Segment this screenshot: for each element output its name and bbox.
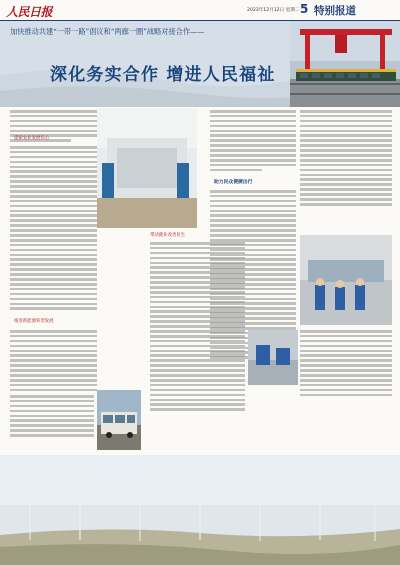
factory-workers-photo	[300, 235, 392, 325]
issue-date: 2023年12月12日 星期二	[247, 8, 300, 13]
column-4-text	[300, 110, 392, 208]
wind-turbines-photo	[0, 455, 400, 565]
crane-photo	[290, 21, 400, 107]
subhead-col3-a: 带动就业改善民生	[150, 233, 186, 238]
subhead-col1-a: 提振农业发展信心	[14, 136, 50, 141]
column-1-text-b	[10, 146, 97, 312]
subhead-col1-b: 推进新能源转型发展	[14, 319, 54, 324]
page-number: 5	[300, 2, 309, 16]
column-1-text-d	[10, 395, 94, 439]
kicker-line: 加快推动共建“一带一路”倡议和“两廊一圈”战略对接合作——	[10, 27, 205, 36]
subhead-col2-a: 助力民众便捷出行	[214, 180, 253, 185]
assembly-line-photo	[248, 330, 298, 385]
column-4-text-b	[300, 330, 392, 398]
masthead-logo: 人民日报	[6, 5, 53, 19]
column-3-text	[210, 110, 296, 174]
column-1-text-c	[10, 330, 97, 394]
headline: 深化务实合作 增进人民福祉	[50, 65, 276, 85]
section-title: 特别报道	[314, 5, 356, 17]
railway-interior-photo	[97, 108, 197, 228]
bus-photo	[97, 390, 141, 450]
